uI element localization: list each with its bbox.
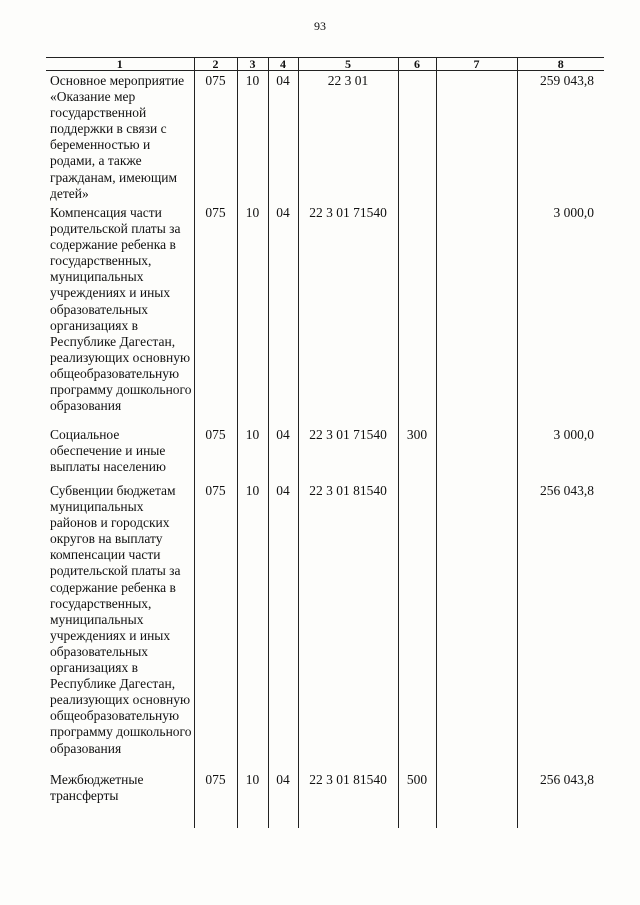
table-row xyxy=(46,770,604,828)
ministry-code: 075 xyxy=(205,205,226,220)
item-name: Основное мероприятие «Оказание мер государственной поддержки в связи с беременностью и родами, а также гражданам, имеющим детей» xyxy=(50,73,185,201)
subsection-code-cell xyxy=(268,481,298,770)
ministry-code: 075 xyxy=(205,73,226,88)
table-header-row xyxy=(46,58,604,71)
subsection-code: 04 xyxy=(276,772,290,787)
column-7-value xyxy=(437,203,517,425)
table-row xyxy=(46,425,604,481)
expense-type-code xyxy=(399,71,436,203)
column-7-value xyxy=(437,71,517,203)
section-code: 10 xyxy=(245,427,260,442)
target-article-code: 22 3 01 71540 xyxy=(309,427,387,442)
column-header-5: 5 xyxy=(298,58,398,71)
ministry-code-cell xyxy=(194,481,237,770)
target-article-cell xyxy=(298,71,398,204)
section-code: 10 xyxy=(245,73,260,88)
ministry-code-cell xyxy=(194,203,237,425)
item-name: Субвенции бюджетам муниципальных районов и городских округов на выплату компенсации части родительской платы за содержание ребенка в государственных, муниципальных учреждениях и иных образовательных организациях в Республике Дагестан, реализующих основную общеобразовательную программу дошкольного образования xyxy=(50,483,192,756)
ministry-code: 075 xyxy=(205,483,226,498)
column-header-7: 7 xyxy=(436,58,517,71)
column-7-cell xyxy=(436,770,517,828)
subsection-code: 04 xyxy=(276,427,290,442)
ministry-code-cell xyxy=(194,770,237,828)
subsection-code-cell xyxy=(268,425,298,481)
expense-type-cell xyxy=(398,203,436,425)
ministry-code-cell xyxy=(194,71,237,204)
target-article-cell xyxy=(298,203,398,425)
item-name: Межбюджетные трансферты xyxy=(50,772,144,804)
item-name: Компенсация части родительской платы за содержание ребенка в государственных, муниципальных учреждениях и иных образовательных организациях в Республике Дагестан, реализующих основную общеобразовательную программу дошкольного образования xyxy=(50,205,192,414)
item-name-cell xyxy=(46,425,194,481)
target-article-cell xyxy=(298,481,398,770)
column-header-3: 3 xyxy=(237,58,268,71)
column-header-8: 8 xyxy=(517,58,604,71)
column-7-value xyxy=(437,770,517,828)
table-row xyxy=(46,71,604,204)
expense-type-code: 500 xyxy=(406,772,428,787)
section-code-cell xyxy=(237,71,268,204)
ministry-code: 075 xyxy=(205,772,226,787)
subsection-code-cell xyxy=(268,71,298,204)
item-name: Социальное обеспечение и иные выплаты населению xyxy=(50,427,167,475)
amount-cell xyxy=(517,425,604,481)
section-code-cell xyxy=(237,203,268,425)
column-header-2: 2 xyxy=(194,58,237,71)
expense-type-code xyxy=(399,481,436,770)
target-article-code: 22 3 01 81540 xyxy=(309,483,387,498)
section-code-cell xyxy=(237,481,268,770)
budget-table xyxy=(46,57,604,828)
amount-cell xyxy=(517,203,604,425)
subsection-code: 04 xyxy=(276,73,290,88)
subsection-code: 04 xyxy=(276,483,290,498)
item-name-cell xyxy=(46,770,194,828)
column-7-cell xyxy=(436,425,517,481)
expense-type-code xyxy=(399,203,436,425)
target-article-code: 22 3 01 81540 xyxy=(309,772,387,787)
amount: 3 000,0 xyxy=(553,205,594,220)
column-header-6: 6 xyxy=(398,58,436,71)
expense-type-cell xyxy=(398,770,436,828)
target-article-cell xyxy=(298,425,398,481)
table-row xyxy=(46,481,604,770)
item-name-cell xyxy=(46,203,194,425)
column-7-value xyxy=(437,425,517,481)
item-name-cell xyxy=(46,481,194,770)
amount: 256 043,8 xyxy=(540,772,594,787)
expense-type-cell xyxy=(398,481,436,770)
section-code: 10 xyxy=(245,772,260,787)
amount-cell xyxy=(517,481,604,770)
column-header-4: 4 xyxy=(268,58,298,71)
section-code-cell xyxy=(237,425,268,481)
ministry-code: 075 xyxy=(205,427,226,442)
column-7-cell xyxy=(436,481,517,770)
subsection-code: 04 xyxy=(276,205,290,220)
column-7-value xyxy=(437,481,517,770)
section-code: 10 xyxy=(245,205,260,220)
target-article-code: 22 3 01 71540 xyxy=(309,205,387,220)
expense-type-cell xyxy=(398,71,436,204)
amount-cell xyxy=(517,71,604,204)
expense-type-code: 300 xyxy=(406,427,428,442)
amount: 259 043,8 xyxy=(540,73,594,88)
page-number: 93 xyxy=(314,19,326,33)
amount: 3 000,0 xyxy=(553,427,594,442)
expense-type-cell xyxy=(398,425,436,481)
section-code-cell xyxy=(237,770,268,828)
column-header-1: 1 xyxy=(46,58,194,71)
target-article-cell xyxy=(298,770,398,828)
column-7-cell xyxy=(436,71,517,204)
subsection-code-cell xyxy=(268,770,298,828)
ministry-code-cell xyxy=(194,425,237,481)
section-code: 10 xyxy=(245,483,260,498)
subsection-code-cell xyxy=(268,203,298,425)
column-7-cell xyxy=(436,203,517,425)
target-article-code: 22 3 01 xyxy=(327,73,369,88)
item-name-cell xyxy=(46,71,194,204)
amount: 256 043,8 xyxy=(540,483,594,498)
amount-cell xyxy=(517,770,604,828)
table-row xyxy=(46,203,604,425)
